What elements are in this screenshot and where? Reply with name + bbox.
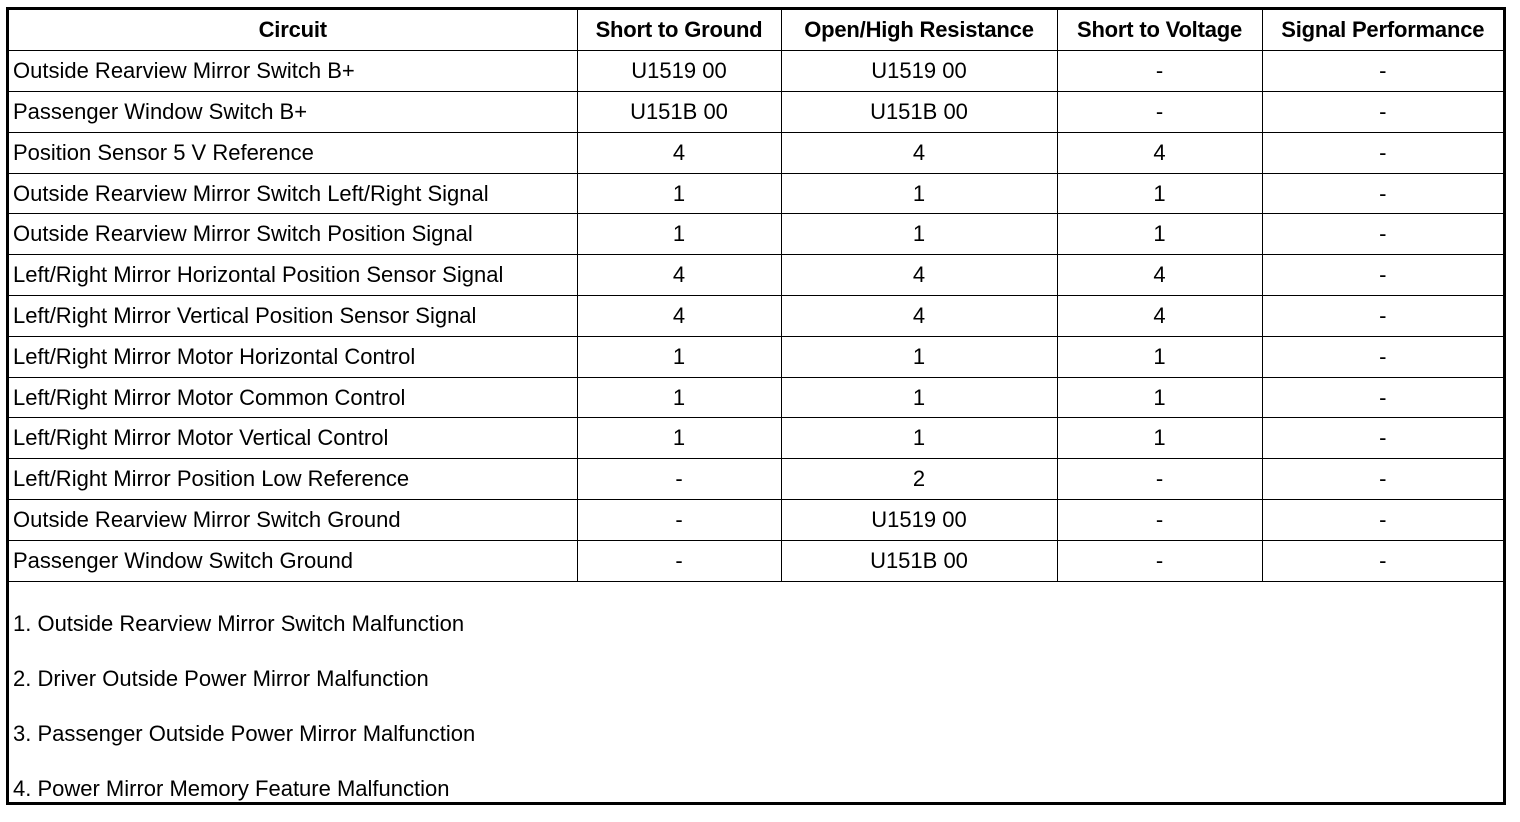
signal-performance-cell: -: [1262, 51, 1503, 92]
signal-performance-cell: -: [1262, 377, 1503, 418]
table-row: [9, 132, 1503, 173]
header-circuit: Circuit: [9, 10, 577, 51]
short-to-ground-cell: 4: [577, 296, 781, 337]
table-header: [9, 10, 1503, 51]
header-open-high-resistance: Open/High Resistance: [781, 10, 1057, 51]
open-high-resistance-cell: 4: [781, 132, 1057, 173]
table-body: [9, 51, 1503, 581]
table-row: [9, 336, 1503, 377]
footnote-4: 4. Power Mirror Memory Feature Malfunction: [13, 776, 450, 801]
circuit-cell: Left/Right Mirror Motor Vertical Control: [9, 418, 577, 459]
short-to-voltage-cell: 4: [1057, 132, 1262, 173]
circuit-cell: Left/Right Mirror Motor Common Control: [9, 377, 577, 418]
table-row: [9, 540, 1503, 581]
circuit-cell: Outside Rearview Mirror Switch B+: [9, 51, 577, 92]
table-row: [9, 92, 1503, 133]
short-to-voltage-cell: 1: [1057, 418, 1262, 459]
footnote-1: 1. Outside Rearview Mirror Switch Malfunction: [13, 611, 465, 636]
circuit-cell: Left/Right Mirror Motor Horizontal Control: [9, 336, 577, 377]
short-to-voltage-cell: 4: [1057, 296, 1262, 337]
signal-performance-cell: -: [1262, 92, 1503, 133]
open-high-resistance-cell: U1519 00: [781, 500, 1057, 541]
open-high-resistance-cell: 2: [781, 459, 1057, 500]
signal-performance-cell: -: [1262, 214, 1503, 255]
signal-performance-cell: -: [1262, 459, 1503, 500]
short-to-ground-cell: 4: [577, 255, 781, 296]
table-row: [9, 214, 1503, 255]
table-row: [9, 255, 1503, 296]
short-to-ground-cell: 1: [577, 418, 781, 459]
signal-performance-cell: -: [1262, 500, 1503, 541]
signal-performance-cell: -: [1262, 418, 1503, 459]
diagnostic-table-frame: [6, 7, 1506, 805]
short-to-voltage-cell: -: [1057, 92, 1262, 133]
signal-performance-cell: -: [1262, 132, 1503, 173]
circuit-cell: Left/Right Mirror Horizontal Position Sensor Signal: [9, 255, 577, 296]
header-signal-performance: Signal Performance: [1262, 10, 1503, 51]
short-to-voltage-cell: -: [1057, 500, 1262, 541]
table-row: [9, 500, 1503, 541]
footnotes: [13, 602, 1493, 822]
short-to-ground-cell: -: [577, 459, 781, 500]
short-to-voltage-cell: 1: [1057, 173, 1262, 214]
open-high-resistance-cell: 4: [781, 255, 1057, 296]
short-to-voltage-cell: -: [1057, 540, 1262, 581]
signal-performance-cell: -: [1262, 173, 1503, 214]
header-row: [9, 10, 1503, 51]
circuit-cell: Outside Rearview Mirror Switch Position Signal: [9, 214, 577, 255]
short-to-voltage-cell: 1: [1057, 214, 1262, 255]
header-short-to-voltage: Short to Voltage: [1057, 10, 1262, 51]
short-to-ground-cell: 1: [577, 173, 781, 214]
open-high-resistance-cell: 4: [781, 296, 1057, 337]
short-to-ground-cell: 1: [577, 336, 781, 377]
short-to-ground-cell: 4: [577, 132, 781, 173]
signal-performance-cell: -: [1262, 255, 1503, 296]
circuit-cell: Outside Rearview Mirror Switch Ground: [9, 500, 577, 541]
circuit-cell: Passenger Window Switch B+: [9, 92, 577, 133]
footnote-2: 2. Driver Outside Power Mirror Malfunction: [13, 666, 429, 691]
table-row: [9, 418, 1503, 459]
short-to-voltage-cell: 1: [1057, 336, 1262, 377]
circuit-cell: Left/Right Mirror Vertical Position Sensor Signal: [9, 296, 577, 337]
table-row: [9, 51, 1503, 92]
circuit-cell: Left/Right Mirror Position Low Reference: [9, 459, 577, 500]
open-high-resistance-cell: 1: [781, 214, 1057, 255]
short-to-ground-cell: -: [577, 500, 781, 541]
circuit-cell: Position Sensor 5 V Reference: [9, 132, 577, 173]
short-to-ground-cell: -: [577, 540, 781, 581]
circuit-diagnostic-table: [9, 10, 1503, 582]
short-to-voltage-cell: 1: [1057, 377, 1262, 418]
circuit-cell: Outside Rearview Mirror Switch Left/Right Signal: [9, 173, 577, 214]
open-high-resistance-cell: U151B 00: [781, 540, 1057, 581]
short-to-voltage-cell: -: [1057, 459, 1262, 500]
short-to-ground-cell: U1519 00: [577, 51, 781, 92]
open-high-resistance-cell: 1: [781, 336, 1057, 377]
open-high-resistance-cell: 1: [781, 377, 1057, 418]
open-high-resistance-cell: 1: [781, 418, 1057, 459]
signal-performance-cell: -: [1262, 296, 1503, 337]
signal-performance-cell: -: [1262, 336, 1503, 377]
short-to-voltage-cell: 4: [1057, 255, 1262, 296]
short-to-ground-cell: U151B 00: [577, 92, 781, 133]
table-row: [9, 296, 1503, 337]
short-to-voltage-cell: -: [1057, 51, 1262, 92]
open-high-resistance-cell: 1: [781, 173, 1057, 214]
circuit-cell: Passenger Window Switch Ground: [9, 540, 577, 581]
table-row: [9, 377, 1503, 418]
table-row: [9, 173, 1503, 214]
signal-performance-cell: -: [1262, 540, 1503, 581]
footnote-3: 3. Passenger Outside Power Mirror Malfunction: [13, 721, 476, 746]
table-row: [9, 459, 1503, 500]
short-to-ground-cell: 1: [577, 214, 781, 255]
open-high-resistance-cell: U151B 00: [781, 92, 1057, 133]
open-high-resistance-cell: U1519 00: [781, 51, 1057, 92]
short-to-ground-cell: 1: [577, 377, 781, 418]
header-short-to-ground: Short to Ground: [577, 10, 781, 51]
